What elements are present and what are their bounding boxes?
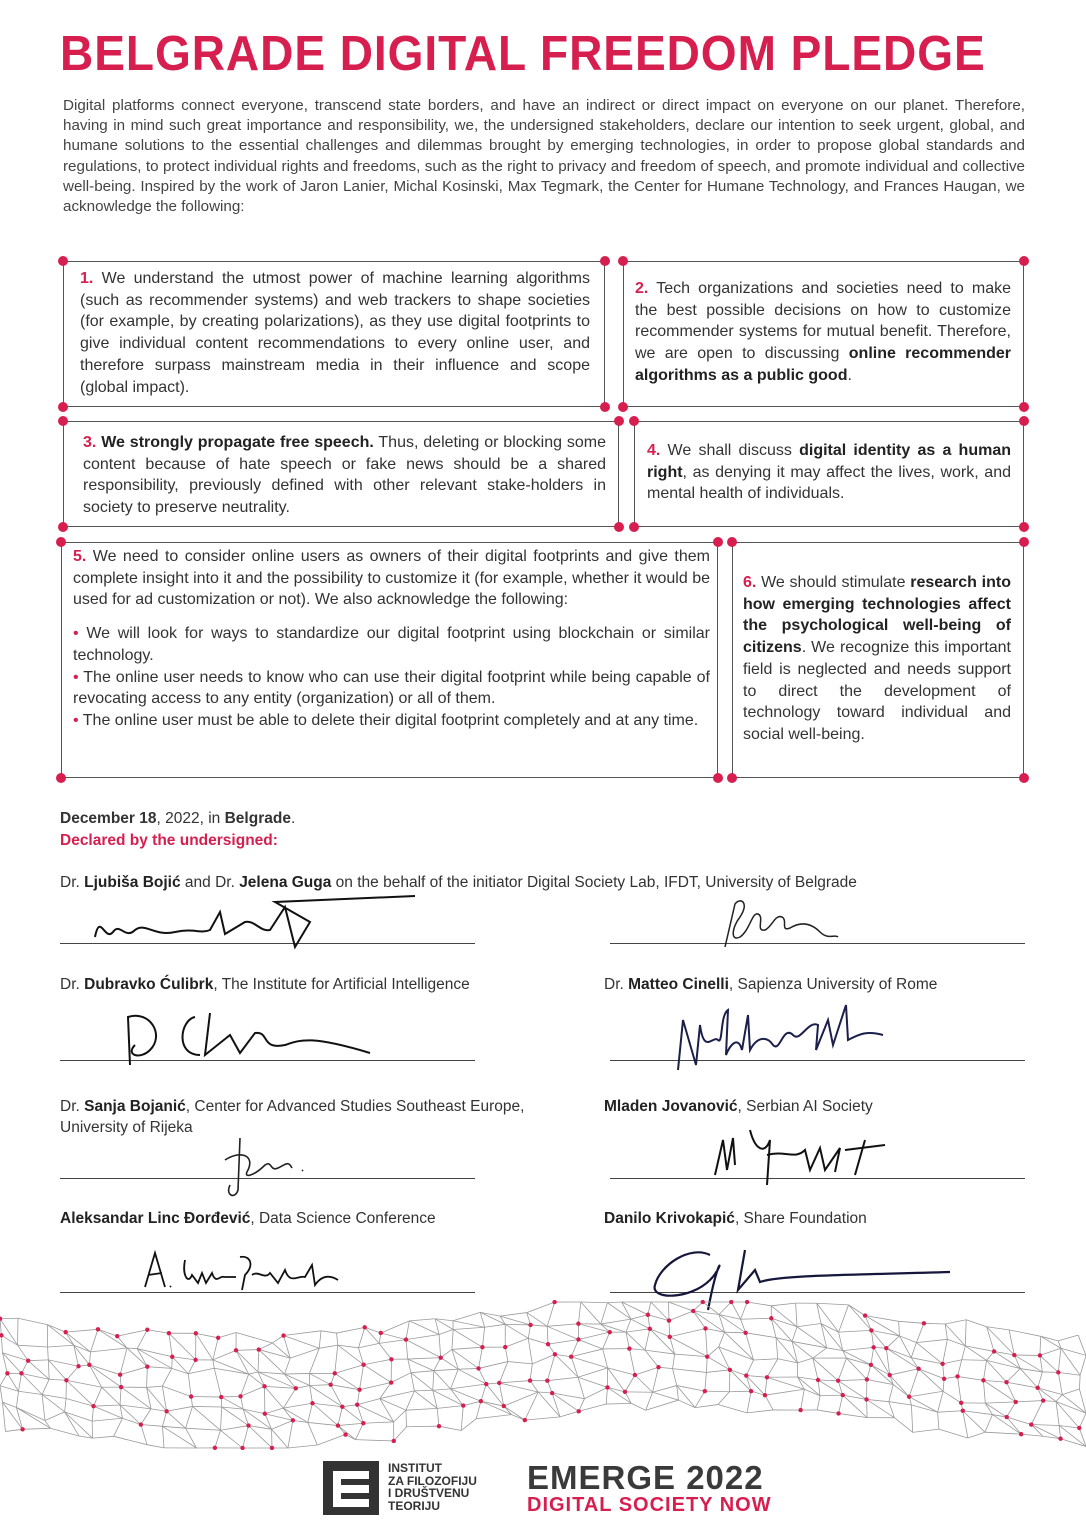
item-text: We shall discuss bbox=[667, 442, 800, 459]
item-text: We need to consider online users as owners of their digital footprints and give them complete insight into it and the possibility to customize it (for example, whether it would be used for ad customization or not). We also acknowledge the following: bbox=[73, 548, 710, 609]
signature-bojanic bbox=[210, 1130, 310, 1205]
item-number: 2. bbox=[635, 280, 649, 297]
sig-prefix: Dr. bbox=[60, 1098, 85, 1115]
sig-prefix: Dr. bbox=[604, 976, 629, 993]
sig-affiliation: , Data Science Conference bbox=[250, 1210, 436, 1227]
pledge-item-1 bbox=[63, 261, 605, 407]
signature-bojic-guga-1 bbox=[85, 892, 425, 954]
logo-line: TEORIJU bbox=[388, 1498, 441, 1513]
bullet-text: The online user must be able to delete their digital footprint completely and at any time. bbox=[82, 711, 699, 729]
bullet-icon: • bbox=[73, 625, 79, 643]
item-text: We should stimulate bbox=[761, 574, 911, 591]
signatory-4-label bbox=[60, 1096, 580, 1138]
sig-name: Danilo Krivokapić bbox=[604, 1210, 735, 1227]
item-bold-text: online recommender algorithms as a public good bbox=[635, 345, 1012, 384]
sig-affiliation: on the behalf of the initiator Digital Society Lab, IFDT, University of Belgrade bbox=[331, 874, 857, 891]
pledge-item-5 bbox=[61, 542, 718, 778]
sig-name: Matteo Cinelli bbox=[628, 976, 729, 993]
network-pattern-footer bbox=[0, 1300, 1086, 1450]
item-end: . We recognize this important field is neglected and needs support to direct the development of technology toward individual and social well-being. bbox=[743, 639, 1011, 743]
logo-line: INSTITUT bbox=[388, 1461, 442, 1475]
item-bold-text: We strongly propagate free speech. bbox=[101, 434, 374, 451]
bullet-text: The online user needs to know who can use their digital footprint while being capable of revocating access to any entity (organization) or all of them. bbox=[73, 668, 710, 708]
item-number: 6. bbox=[743, 574, 757, 591]
sig-name: Ljubiša Bojić bbox=[84, 874, 181, 891]
item-text: We understand the utmost power of machine learning algorithms (such as recommender systems) and web trackers to shape societies (for example, by creating polarizations), as they use digital footprints to give individual content recommendations to every online user, and therefore surpass mainstream media in their influence and scope (global impact). bbox=[80, 270, 590, 396]
declared-heading: Declared by the undersigned: bbox=[60, 832, 278, 849]
bullet-icon: • bbox=[73, 668, 79, 686]
sig-name: Mladen Jovanović bbox=[604, 1098, 738, 1115]
signatory-2-label bbox=[60, 974, 540, 995]
signature-guga bbox=[710, 892, 850, 954]
sig-prefix: Dr. bbox=[60, 976, 85, 993]
declaration-date bbox=[60, 810, 295, 828]
item-bold-text: research into how emerging technologies affect the psychological well-being of citizens bbox=[743, 574, 1012, 657]
item-number: 3. bbox=[83, 434, 97, 451]
logo-line: I DRUŠTVENU bbox=[388, 1486, 470, 1500]
date-in: , in bbox=[199, 810, 225, 827]
bullet-icon: • bbox=[73, 711, 79, 729]
sig-name: Sanja Bojanić bbox=[84, 1098, 186, 1115]
bullet-text: We will look for ways to standardize our digital footprint using blockchain or similar technology. bbox=[73, 625, 711, 664]
sig-mid: and Dr. bbox=[180, 874, 240, 891]
signature-djordjevic bbox=[140, 1245, 350, 1295]
date-day: December 18 bbox=[60, 810, 157, 827]
sig-name: Jelena Guga bbox=[239, 874, 332, 891]
signature-cinelli bbox=[668, 995, 898, 1075]
item-text: Thus, deleting or blocking some content because of hate speech or fake news should be a shared responsibility, previously defined with other relevant stake-holders in society to preserve neutrality. bbox=[83, 434, 606, 517]
bullet-item bbox=[73, 667, 710, 710]
sig-affiliation: , The Institute for Artificial Intelligence bbox=[213, 976, 470, 993]
sig-affiliation: , Share Foundation bbox=[734, 1210, 867, 1227]
institute-logo-text bbox=[388, 1462, 477, 1512]
date-end: . bbox=[290, 810, 296, 827]
emerge-logo: EMERGE 2022 bbox=[527, 1459, 764, 1496]
signatory-6-label bbox=[60, 1208, 540, 1229]
signatory-1-label bbox=[60, 872, 1020, 893]
logo-line: ZA FILOZOFIJU bbox=[388, 1473, 477, 1488]
sig-name: Aleksandar Linc Đorđević bbox=[60, 1210, 251, 1227]
pledge-item-3 bbox=[63, 421, 619, 527]
pledge-title: BELGRADE DIGITAL FREEDOM PLEDGE bbox=[60, 27, 986, 81]
item-bold-text: digital identity as a human right bbox=[647, 442, 1011, 481]
signature-jovanovic bbox=[705, 1120, 915, 1190]
pledge-item-2 bbox=[623, 261, 1024, 407]
sig-affiliation: , Serbian AI Society bbox=[737, 1098, 873, 1115]
signatory-5-label bbox=[604, 1096, 1024, 1117]
signatory-3-label bbox=[604, 974, 1024, 995]
item-end: . bbox=[847, 366, 852, 384]
item-number: 4. bbox=[647, 442, 661, 459]
item-number: 1. bbox=[80, 270, 94, 287]
intro-paragraph: Digital platforms connect everyone, transcend state borders, and have an indirect or direct impact on everyone on our planet. Therefore, having in mind such great importance and responsibility, we, the undersigned stakeholders, declare our intention to seek urgent, global, and humane solutions to the essential challenges and dilemmas brought by emerging technologies, in order to propose global standards and regulations, to protect individual rights and freedoms, such as the right to privacy and freedom of speech, and promote individual and collective well-being. Inspired by the work of Jaron Lanier, Michal Kosinski, Max Tegmark, the Center for Humane Technology, and Frances Haugan, we acknowledge the following: bbox=[63, 97, 1025, 216]
item-5-intro bbox=[73, 546, 710, 611]
sig-affiliation: , Center for Advanced Studies Southeast Europe, University of Rijeka bbox=[60, 1098, 525, 1136]
pledge-item-4 bbox=[634, 421, 1024, 527]
emerge-tagline: DIGITAL SOCIETY NOW bbox=[527, 1494, 772, 1516]
item-text: Tech organizations and societies need to make the best possible decisions on how to customize recommender systems for mutual benefit. Therefore, we are open to discussing bbox=[635, 280, 1012, 363]
institute-logo-icon bbox=[323, 1461, 379, 1515]
signatory-7-label bbox=[604, 1208, 1024, 1229]
bullet-item bbox=[73, 710, 710, 732]
sig-name: Dubravko Ćulibrk bbox=[84, 976, 214, 993]
bullet-item bbox=[73, 623, 710, 666]
sig-affiliation: , Sapienza University of Rome bbox=[728, 976, 938, 993]
sig-prefix: Dr. bbox=[60, 874, 85, 891]
item-end: , as denying it may affect the lives, work, and mental health of individuals. bbox=[647, 463, 1011, 503]
date-year: , 2022 bbox=[156, 810, 200, 827]
signature-culibrk bbox=[110, 1005, 390, 1070]
item-number: 5. bbox=[73, 548, 87, 565]
pledge-item-6 bbox=[732, 542, 1024, 778]
date-city: Belgrade bbox=[224, 810, 291, 827]
